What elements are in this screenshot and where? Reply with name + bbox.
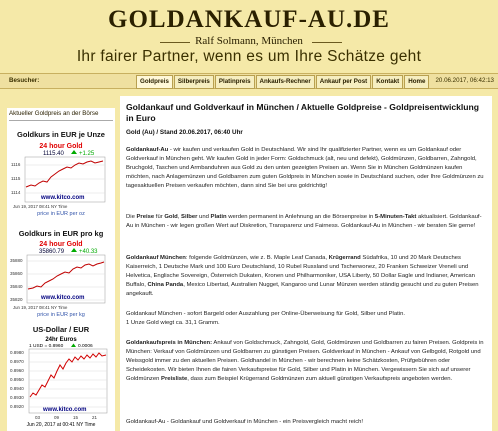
text: : folgende Goldmünzen, wie z. B. Maple Leaf Canada, [185, 255, 329, 261]
page-subtitle: Gold (Au) / Stand 20.06.2017, 06:40 Uhr [126, 129, 243, 136]
y-tick: 0.8970 [10, 359, 24, 364]
text: 1 Unze Gold wiegt ca. 31,1 Gramm. [126, 320, 220, 326]
text: Goldankauf München - sofort Bargeld oder Auszahlung per Online-Überweisung für Gold, Silber und Platin. [126, 311, 405, 317]
sidebar-divider [9, 120, 113, 121]
chart-date: Jun 19, 2017 08:41 NY Time [13, 204, 68, 209]
x-tick: 09 [54, 415, 60, 420]
text: Die [126, 214, 137, 220]
bold-text: Gold [164, 214, 178, 220]
site-subtitle: Ralf Solmann, München [195, 35, 303, 47]
chart-header: 24hr Euros [45, 337, 77, 343]
text: und [197, 214, 211, 220]
site-title: GOLDANKAUF-AU.DE [108, 6, 390, 33]
text: , dass zum Beispiel Krügerrand Goldmünzen zum aktuell günstigen Verkaufspreis angeboten werden. [187, 376, 453, 382]
gold-kg-chart[interactable] [9, 239, 113, 319]
chart-change: 0.0006 [78, 344, 93, 349]
nav-item-ankaufs-rechner[interactable]: Ankaufs-Rechner [256, 75, 315, 89]
bold-text: 5-Minuten-Takt [374, 214, 417, 220]
chart-change: +40.33 [79, 249, 98, 255]
nav-item-home[interactable]: Home [404, 75, 429, 89]
chart-header: 24 hour Gold [39, 143, 83, 150]
bold-text: Krügerrand [328, 255, 361, 261]
kitco-logo: www.kitco.com [41, 195, 85, 201]
chart-footer: price in EUR per kg [37, 312, 85, 318]
paragraph-intro [126, 146, 488, 191]
chart-header: 24 hour Gold [39, 241, 83, 248]
y-tick: 0.8980 [10, 350, 24, 355]
y-tick: 1116 [11, 162, 21, 167]
chart-value: 35860.79 [39, 249, 65, 255]
nav-item-kontakt[interactable]: Kontakt [372, 75, 403, 89]
site-slogan: Ihr fairer Partner, wenn es um Ihre Schätze geht [76, 48, 422, 65]
nav-item-silberpreis[interactable]: Silberpreis [174, 75, 214, 89]
y-tick: 35820 [10, 297, 23, 302]
y-tick: 0.8950 [10, 377, 24, 382]
bold-text: Preise [136, 214, 155, 220]
paragraph-closing: Goldankauf-Au - Goldankauf und Goldverkauf in München - ein Preisvergleich macht reich! [126, 419, 364, 425]
main-content [120, 96, 492, 431]
sidebar [7, 108, 115, 431]
paragraph-payment [126, 310, 488, 328]
chart-title-gold-kg: Goldkurs in EUR pro kg [18, 229, 104, 238]
brand-name: Goldankauf-Au [126, 147, 169, 153]
nav-item-goldpreis[interactable]: Goldpreis [136, 75, 173, 89]
chart-change: +1.25 [79, 151, 95, 157]
gold-oz-chart[interactable] [9, 141, 113, 217]
y-tick: 1114 [11, 190, 21, 195]
sidebar-title: Aktueller Goldpreis an der Börse [9, 110, 99, 117]
bold-text: Platin [210, 214, 227, 220]
nav-item-platinpreis[interactable]: Platinpreis [215, 75, 255, 89]
y-tick: 0.8940 [10, 386, 24, 391]
text: - wir kaufen und verkaufen Gold in Deutschland. Wir sind Ihr qualifizierter Partner, wenn es um Goldankauf oder Goldverkauf in München geht. Wir kaufen Gold in jeder Form: Goldschmuck (alt, neu und defekt), Goldmünzen, Goldbarren, Zahngold, Bruchgold, Taschen und Armbanduhren aus Gold zu den unten gezeigten Preisen an. Wenn Sie in München Goldmünzen kaufen möchten, nach Anlagemünzen und Goldbarren zum guten Goldpreis in München sowie in Deutschland suchen, oder Ihre Goldmünzen zu tagesaktuellen Preisen verkaufen möchten, dann sind Sie bei uns goldrichtig! [126, 147, 484, 189]
site-header [0, 0, 498, 72]
bold-text: China Panda [147, 282, 184, 288]
chart-footer: price in EUR per oz [37, 211, 85, 217]
y-tick: 0.8930 [10, 395, 24, 400]
text: , [177, 214, 182, 220]
nav-item-ankauf-per-post[interactable]: Ankauf per Post [316, 75, 371, 89]
rate-text: 1 USD = 0.8960 [29, 344, 64, 349]
y-tick: 35860 [10, 271, 23, 276]
chart-title-usd-eur: US-Dollar / EUR [32, 325, 90, 334]
x-tick: 15 [73, 415, 79, 420]
page-title: Goldankauf und Goldverkauf in München / Aktuelle Goldpreise - Goldpreisentwicklung in Euro [126, 102, 480, 123]
visitor-label: Besucher: [9, 77, 40, 84]
paragraph-prices [126, 213, 488, 231]
date: 20.06.2017, [435, 77, 469, 84]
y-tick: 35880 [10, 258, 23, 263]
navbar [0, 73, 498, 89]
bold-text: Goldankaufspreis in München: [126, 340, 213, 346]
y-tick: 35840 [10, 284, 23, 289]
date-time [435, 77, 494, 84]
text: Ankauf von Goldschmuck, Zahngold, Gold, Goldmünzen und Goldbarren zu fairen Preisen. Goldpreis in München: Verkauf von Goldmünzen und Goldbarren zu günstigen Preisen. Goldverkauf in München - Ankauf von Gelbgold, Rotgold und Weissgold immer zu den aktuellen Preisen. Goldhandel in München - wir berechnen keine Schätzkosten, Prüfgebühren oder Scheidekosten. Wir bieten Ihnen die fairen Verkaufspreise für Gold, Silber und Platin in München. Vergewissern Sie sich auf unserer Goldmünzen [126, 340, 484, 382]
bold-text: Goldankauf München [126, 255, 186, 261]
kitco-logo: www.kitco.com [41, 295, 85, 301]
x-tick: 21 [92, 415, 98, 420]
price-list-link[interactable]: Preisliste [161, 376, 188, 382]
text: für [154, 214, 165, 220]
paragraph-coins [126, 254, 488, 299]
paragraph-ankaufspreis [126, 339, 488, 384]
subtitle-line-right [312, 42, 342, 43]
time: 06:42:13 [469, 77, 494, 84]
text: Südafrika, 10 und 20 Mark Deutsches Kaiserreich, 1 Deutsche Mark und 100 Euro Deutschland, 10 Rubel Russland und Tscherwonez, 20 Franken Schweizer Vreneli und Helvetica, Englische Sovereign, Österreich Dukaten, Kronen und Philharmoniker, USA Liberty, 50 Dollar Eagle und Indianer, American Buffalo, [126, 255, 475, 288]
y-tick: 1115 [11, 176, 21, 181]
y-tick: 0.8920 [10, 404, 24, 409]
text: , Mexico Libertad, Australien Nugget, Kangaroo und Lunar Münzen werden ständig gesucht und zu guten Preisen angekauft. [126, 282, 479, 297]
x-tick: 03 [35, 415, 41, 420]
usd-eur-chart[interactable] [9, 335, 113, 429]
kitco-logo: www.kitco.com [43, 407, 87, 413]
text: werden permanent in Anlehnung an die Börsenpreise in [226, 214, 375, 220]
text: aktualisiert. Goldankauf-Au in München - wir legen großen Wert auf Diskretion, Transparenz und Fairness. Goldankauf-Au in München - wir beraten Sie gerne! [126, 214, 482, 229]
chart-date: Jun 19, 2017 08:41 NY Time [13, 305, 68, 310]
bold-text: Silber [181, 214, 198, 220]
chart-date: Jun 20, 2017 at 00:41 NY Time [26, 422, 96, 428]
y-tick: 0.8960 [10, 368, 24, 373]
nav-menu [136, 75, 430, 87]
chart-title-gold-oz: Goldkurs in EUR je Unze [17, 130, 105, 139]
chart-value: 1115.40 [43, 151, 64, 157]
